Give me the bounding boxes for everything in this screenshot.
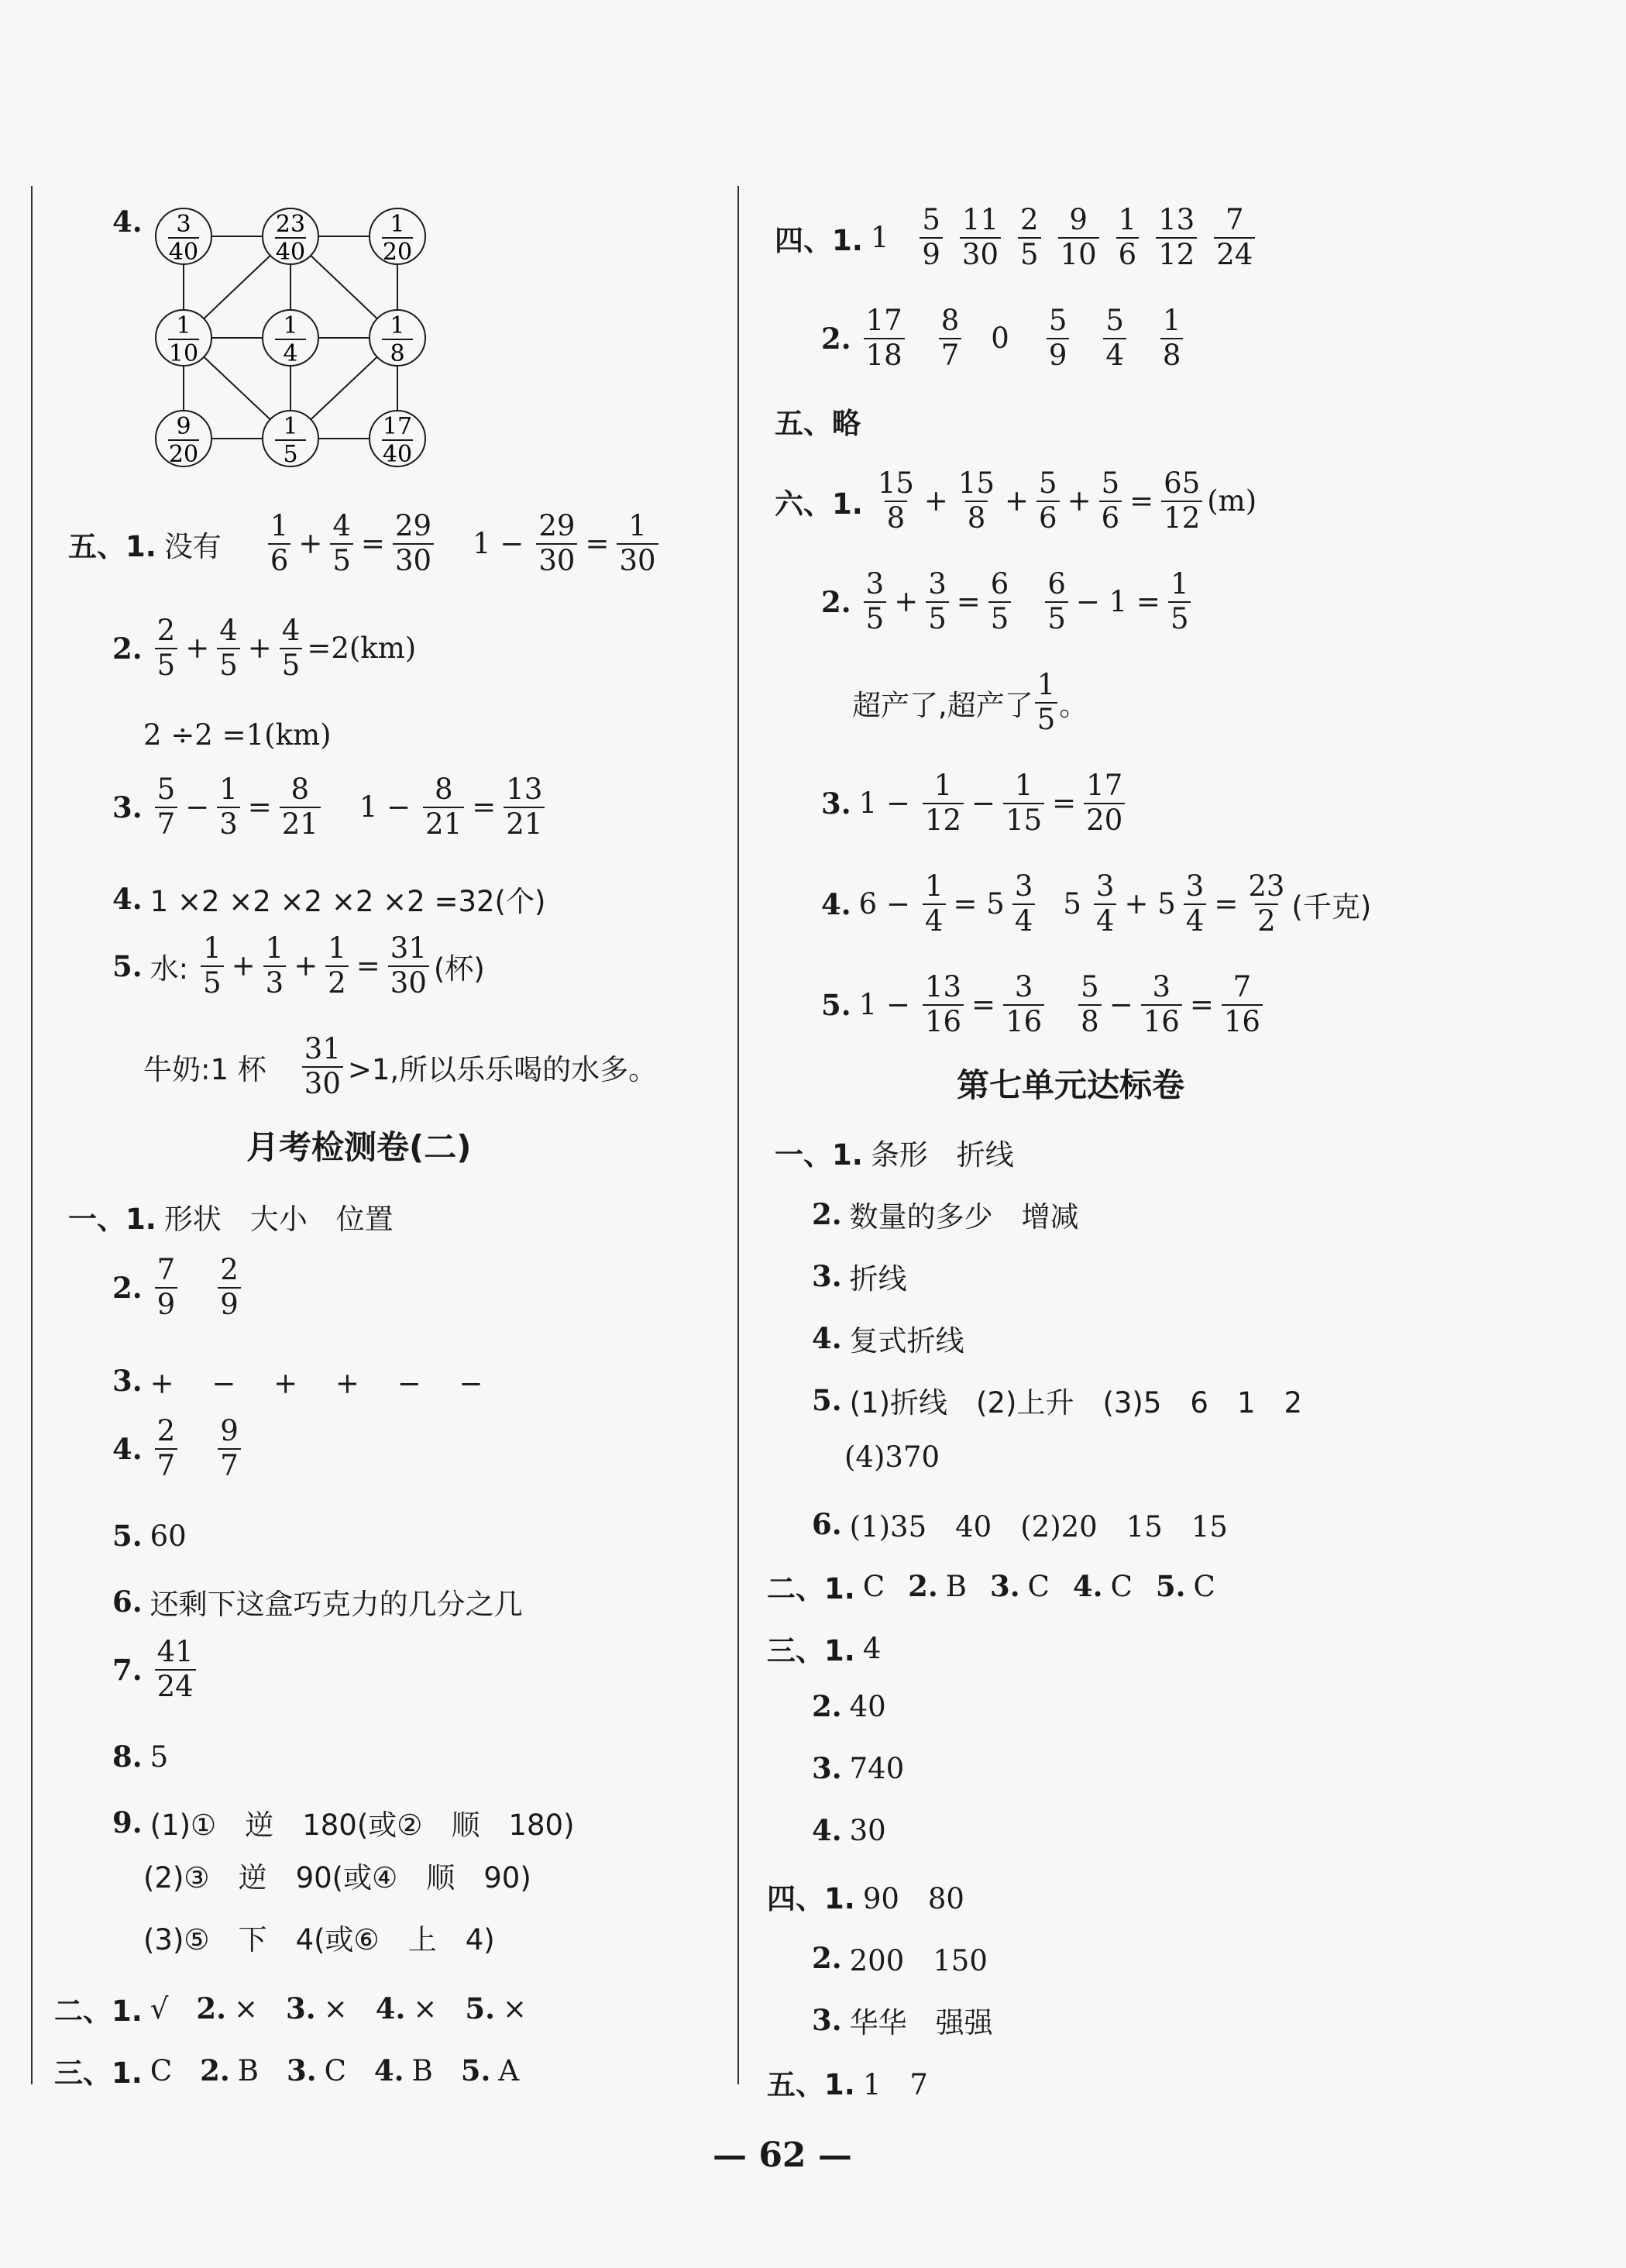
s5-q3-label: 3. bbox=[112, 790, 143, 824]
graph-node-numerator: 23 bbox=[275, 211, 306, 238]
fraction: $\frac{1}{5}$ bbox=[1168, 570, 1191, 635]
m9-label: 9. bbox=[112, 1805, 143, 1840]
u3-q4 bbox=[812, 1813, 894, 1847]
u2-a1: C bbox=[862, 1569, 885, 1603]
u2-l3: 3. bbox=[989, 1569, 1020, 1603]
u4-q2-text: 200 150 bbox=[849, 1944, 988, 1977]
r-s6-q1: 六、1. $\frac{15}{8}$ + $\frac{15}{8}$ + $\frac{5}{6}$ + $\frac{5}{6}$ = $\frac{65}{12}$ (m) bbox=[775, 466, 1257, 535]
graph-node bbox=[370, 310, 425, 367]
monthly-test-title: 月考检测卷(二) bbox=[246, 1128, 472, 1166]
m7-label: 7. bbox=[112, 1652, 143, 1687]
graph-node-numerator: 1 bbox=[283, 312, 298, 339]
u1-q2 bbox=[812, 1193, 1087, 1235]
r-s6-q5-label: 5. bbox=[821, 987, 851, 1022]
u5-q1-label: 五、1. bbox=[767, 2068, 855, 2101]
fraction: $\frac{31}{30}$ bbox=[302, 1034, 343, 1100]
s5-q2-label: 2. bbox=[112, 631, 143, 666]
fraction: $\frac{5}{7}$ bbox=[155, 775, 178, 840]
r-s6-q2-line2 bbox=[852, 670, 1095, 735]
fraction: $\frac{2}{7}$ bbox=[155, 1416, 178, 1482]
m-s2-l4: 4. bbox=[375, 1991, 406, 2025]
r-s6-q4-unit: (千克) bbox=[1291, 890, 1372, 924]
graph-node bbox=[156, 310, 211, 367]
fraction: $\frac{13}{12}$ bbox=[1156, 205, 1197, 270]
q4-label: 4. bbox=[112, 205, 143, 239]
r-s4-q2 bbox=[821, 306, 1188, 371]
u3-q1-label: 三、1. bbox=[767, 1634, 855, 1667]
s5-q5-line2 bbox=[143, 1034, 665, 1100]
fraction: $\frac{5}{4}$ bbox=[1103, 306, 1126, 371]
u4-q3-text: 华华 强强 bbox=[849, 2006, 993, 2039]
fraction: $\frac{7}{9}$ bbox=[155, 1255, 178, 1320]
graph-node-numerator: 1 bbox=[176, 312, 191, 339]
u2-label: 二、1. bbox=[767, 1572, 855, 1605]
unit7-title: 第七单元达标卷 bbox=[957, 1066, 1185, 1104]
m-s3-l5: 5. bbox=[460, 2053, 491, 2087]
u1-q4-text: 复式折线 bbox=[849, 1324, 964, 1358]
graph-node-numerator: 1 bbox=[390, 211, 405, 238]
u-section2 bbox=[767, 1565, 1223, 1607]
u4-q3-label: 3. bbox=[812, 2003, 842, 2037]
m-s2-label: 二、1. bbox=[54, 1994, 143, 2028]
m3-label: 3. bbox=[112, 1364, 143, 1398]
u3-q4-text: 30 bbox=[849, 1813, 886, 1847]
m4-label: 4. bbox=[112, 1431, 143, 1466]
m2 bbox=[112, 1255, 246, 1320]
u3-q3-text: 740 bbox=[849, 1751, 905, 1785]
fraction: $\frac{5}{6}$ bbox=[1036, 469, 1060, 534]
fraction: $\frac{7}{24}$ bbox=[1214, 205, 1255, 270]
s5-q4 bbox=[112, 878, 553, 920]
r-s6-q3-label: 3. bbox=[821, 786, 851, 821]
u4-q2 bbox=[812, 1937, 995, 1979]
u1-q5 bbox=[812, 1379, 1310, 1421]
m-s2-l3: 3. bbox=[286, 1991, 316, 2025]
u4-q1 bbox=[767, 1875, 972, 1917]
s5-q4-label: 4. bbox=[112, 882, 143, 916]
m-s2-a2: × bbox=[234, 1991, 259, 2025]
m-s3-a5: A bbox=[498, 2053, 520, 2087]
m5-label: 5. bbox=[112, 1519, 143, 1553]
r-s6-q1-unit: (m) bbox=[1207, 484, 1257, 518]
fraction: $\frac{3}{4}$ bbox=[1094, 872, 1117, 937]
u4-q3 bbox=[812, 1999, 1001, 2041]
fraction: $\frac{4}{5}$ bbox=[217, 616, 240, 681]
fraction: $\frac{31}{30}$ bbox=[388, 934, 429, 999]
u3-q2 bbox=[812, 1689, 894, 1723]
r-s6-q4-label: 4. bbox=[821, 886, 851, 921]
fraction: $\frac{13}{21}$ bbox=[504, 775, 545, 840]
m8-label: 8. bbox=[112, 1740, 143, 1774]
m3 bbox=[112, 1360, 490, 1402]
m5 bbox=[112, 1519, 194, 1553]
s5-q5: 5. 水: $\frac{1}{5}$ + $\frac{1}{3}$ + $\frac{1}{2}$ = $\frac{31}{30}$ (杯) bbox=[112, 931, 485, 1000]
s5-q1-text: 没有 bbox=[163, 529, 222, 563]
graph-node bbox=[263, 310, 318, 367]
graph-node-denominator: 20 bbox=[382, 239, 413, 266]
m1 bbox=[68, 1196, 401, 1237]
u2-a2: B bbox=[945, 1569, 967, 1603]
u3-q2-label: 2. bbox=[812, 1689, 842, 1723]
graph-node-denominator: 10 bbox=[168, 340, 199, 367]
graph-node-numerator: 3 bbox=[176, 211, 191, 238]
fraction: $\frac{1}{6}$ bbox=[1116, 205, 1140, 270]
u2-a5: C bbox=[1193, 1569, 1215, 1603]
m8-text: 5 bbox=[150, 1740, 169, 1774]
fraction: $\frac{1}{3}$ bbox=[217, 775, 240, 840]
u1-q2-label: 2. bbox=[812, 1197, 842, 1231]
graph-node bbox=[263, 208, 318, 266]
graph-node-denominator: 5 bbox=[283, 441, 298, 468]
fraction: $\frac{2}{5}$ bbox=[1018, 205, 1041, 270]
u1-q6 bbox=[812, 1503, 1236, 1545]
fraction: $\frac{65}{12}$ bbox=[1161, 469, 1202, 534]
fraction: $\frac{15}{8}$ bbox=[877, 466, 914, 535]
m-s2-l5: 5. bbox=[465, 1991, 495, 2025]
fraction: $\frac{15}{8}$ bbox=[957, 466, 995, 535]
fraction: $\frac{5}{8}$ bbox=[1078, 972, 1102, 1038]
r-s6-q2-label: 2. bbox=[821, 584, 851, 619]
m-s2-a3: × bbox=[323, 1991, 348, 2025]
fraction: $\frac{6}{5}$ bbox=[988, 570, 1012, 635]
column-divider bbox=[737, 186, 739, 2084]
graph-node-denominator: 4 bbox=[283, 340, 298, 367]
m4 bbox=[112, 1416, 246, 1482]
u2-a4: C bbox=[1110, 1569, 1133, 1603]
m-s3-a1: C bbox=[150, 2053, 173, 2087]
s5-q1-label: 五、1. bbox=[68, 529, 156, 563]
u4-q1-label: 四、1. bbox=[767, 1882, 855, 1915]
r-s4-q1-first: 1 bbox=[870, 221, 889, 255]
u1-q6-label: 6. bbox=[812, 1507, 842, 1541]
graph-node-denominator: 40 bbox=[382, 441, 413, 468]
u1-q2-text: 数量的多少 增减 bbox=[849, 1200, 1079, 1234]
u4-q2-label: 2. bbox=[812, 1941, 842, 1975]
fraction: $\frac{29}{30}$ bbox=[536, 511, 577, 576]
fraction: $\frac{3}{4}$ bbox=[1184, 872, 1207, 937]
u1-q3-label: 3. bbox=[812, 1259, 842, 1293]
s5-q2-line2: 2 ÷2 =1(km) bbox=[143, 718, 332, 752]
fraction: $\frac{2}{9}$ bbox=[218, 1255, 241, 1320]
u1-q3 bbox=[812, 1255, 915, 1297]
fraction: $\frac{11}{30}$ bbox=[960, 205, 1001, 270]
s5-q5-milk: 牛奶:1 杯 bbox=[143, 1052, 266, 1086]
fraction: $\frac{1}{6}$ bbox=[268, 511, 291, 576]
graph-node bbox=[263, 411, 318, 468]
fraction: $\frac{8}{21}$ bbox=[423, 775, 464, 840]
fraction: $\frac{6}{5}$ bbox=[1045, 570, 1068, 635]
m-s2-a4: × bbox=[413, 1991, 438, 2025]
m-section2 bbox=[54, 1988, 535, 2029]
fraction: $\frac{3}{5}$ bbox=[864, 570, 887, 635]
fraction: $\frac{1}{8}$ bbox=[1160, 306, 1184, 371]
fraction: $\frac{9}{7}$ bbox=[218, 1416, 241, 1482]
r-s4-q1 bbox=[775, 205, 1280, 270]
u1-q1 bbox=[775, 1131, 1022, 1173]
graph-node-denominator: 20 bbox=[168, 441, 199, 468]
graph-node bbox=[370, 411, 425, 468]
u3-q4-label: 4. bbox=[812, 1813, 842, 1847]
m1-label: 一、1. bbox=[68, 1203, 156, 1236]
u3-q1-text: 4 bbox=[862, 1631, 882, 1665]
u2-l4: 4. bbox=[1072, 1569, 1103, 1603]
r-s4-q1-label: 四、1. bbox=[775, 223, 863, 257]
graph-node-numerator: 1 bbox=[283, 413, 298, 440]
m-s3-l4: 4. bbox=[373, 2053, 404, 2087]
fraction: $\frac{9}{10}$ bbox=[1058, 205, 1099, 270]
u2-l5: 5. bbox=[1155, 1569, 1186, 1603]
u3-q2-text: 40 bbox=[849, 1689, 886, 1723]
fraction: $\frac{1}{5}$ bbox=[201, 934, 224, 999]
u2-a3: C bbox=[1027, 1569, 1050, 1603]
r-s6-q2-text-a: 超产了,超产了 bbox=[852, 688, 1033, 722]
m6-label: 6. bbox=[112, 1585, 143, 1619]
u3-q1 bbox=[767, 1627, 889, 1669]
fraction: $\frac{23}{2}$ bbox=[1248, 869, 1285, 938]
fraction: $\frac{3}{5}$ bbox=[926, 570, 949, 635]
u3-q3-label: 3. bbox=[812, 1751, 842, 1785]
s5-q5-label: 5. bbox=[112, 948, 143, 983]
fraction: $\frac{3}{4}$ bbox=[1012, 872, 1036, 937]
fraction: $\frac{1}{5}$ bbox=[1035, 670, 1058, 735]
u2-l2: 2. bbox=[908, 1569, 938, 1603]
m6 bbox=[112, 1581, 531, 1623]
m-s3-a2: B bbox=[237, 2053, 259, 2087]
u5-q1-text: 1 7 bbox=[862, 2068, 928, 2101]
u1-q4 bbox=[812, 1317, 972, 1359]
u1-q5-label: 5. bbox=[812, 1383, 842, 1417]
fraction: $\frac{4}{5}$ bbox=[330, 511, 353, 576]
m6-text: 还剩下这盒巧克力的几分之几 bbox=[150, 1588, 523, 1621]
m-s3-a4: B bbox=[411, 2053, 433, 2087]
fraction: $\frac{1}{30}$ bbox=[617, 511, 658, 576]
u3-q3 bbox=[812, 1751, 912, 1785]
s5-q3: 3. $\frac{5}{7}$ − $\frac{1}{3}$ = $\frac{8}{21}$ 1 − $\frac{8}{21}$ = $\frac{13}{21}$ bbox=[112, 775, 549, 840]
u1-q1-label: 一、1. bbox=[775, 1138, 863, 1172]
s5-q5-prefix: 水: bbox=[150, 952, 189, 986]
page-number: — 62 — bbox=[713, 2135, 852, 2175]
m-s3-l2: 2. bbox=[200, 2053, 230, 2087]
graph-node-numerator: 17 bbox=[382, 413, 413, 440]
s5-q1: 五、1. 没有 $\frac{1}{6}$ + $\frac{4}{5}$ = $\frac{29}{30}$ 1 − $\frac{29}{30}$ = $\frac{1}{30}$ bbox=[68, 511, 663, 576]
m7 bbox=[112, 1637, 201, 1702]
m-s3-label: 三、1. bbox=[54, 2056, 143, 2090]
m-s2-a1: √ bbox=[150, 1991, 169, 2025]
m-s2-l2: 2. bbox=[196, 1991, 227, 2025]
fraction: $\frac{1}{15}$ bbox=[1003, 771, 1044, 836]
u1-q1-text: 条形 折线 bbox=[870, 1138, 1014, 1172]
s5-q5-unit: (杯) bbox=[433, 952, 485, 986]
fraction: $\frac{1}{2}$ bbox=[325, 934, 349, 999]
u5-q1 bbox=[767, 2061, 936, 2103]
fraction: $\frac{4}{5}$ bbox=[280, 616, 303, 681]
r-s4-q2-label: 2. bbox=[821, 321, 851, 356]
fraction: $\frac{7}{16}$ bbox=[1222, 972, 1263, 1038]
r-s4-q1-fractions bbox=[920, 205, 1272, 270]
fraction-graph bbox=[147, 200, 442, 479]
graph-node-denominator: 40 bbox=[168, 239, 199, 266]
r-s6-q2: 2. $\frac{3}{5}$ + $\frac{3}{5}$ = $\frac{6}{5}$ $\frac{6}{5}$ − 1 = $\frac{1}{5}$ bbox=[821, 570, 1195, 635]
m-s3-a3: C bbox=[324, 2053, 346, 2087]
graph-node-numerator: 9 bbox=[176, 413, 191, 440]
graph-node-numerator: 1 bbox=[390, 312, 405, 339]
r-s5: 五、略 bbox=[775, 407, 861, 440]
m-section3 bbox=[54, 2049, 527, 2091]
m3-text: + − + + − − bbox=[150, 1367, 483, 1400]
fraction: $\frac{29}{30}$ bbox=[393, 511, 434, 576]
m5-text: 60 bbox=[150, 1519, 187, 1553]
m9 bbox=[112, 1802, 583, 1843]
graph-node-denominator: 8 bbox=[390, 340, 405, 367]
fraction: $\frac{3}{16}$ bbox=[1141, 972, 1182, 1038]
r-s6-q1-label: 六、1. bbox=[775, 487, 863, 521]
m9-line1: (1)① 逆 180(或② 顺 180) bbox=[150, 1809, 575, 1842]
fraction: $\frac{5}{9}$ bbox=[1047, 306, 1070, 371]
r-s6-q3: 3. 1 − $\frac{1}{12}$ − $\frac{1}{15}$ = $\frac{17}{20}$ bbox=[821, 771, 1129, 836]
r-s4-q2-zero: 0 bbox=[991, 322, 1009, 356]
graph-node-denominator: 40 bbox=[275, 239, 306, 266]
left-margin-rule bbox=[31, 186, 33, 2084]
fraction: $\frac{41}{24}$ bbox=[155, 1637, 196, 1702]
m2-label: 2. bbox=[112, 1270, 143, 1305]
s5-q5-conclusion: >1,所以乐乐喝的水多。 bbox=[347, 1052, 658, 1086]
graph-node bbox=[370, 208, 425, 266]
u1-q3-text: 折线 bbox=[849, 1262, 907, 1296]
fraction: $\frac{17}{18}$ bbox=[864, 306, 905, 371]
fraction: $\frac{17}{20}$ bbox=[1084, 771, 1125, 836]
fraction: $\frac{3}{16}$ bbox=[1003, 972, 1044, 1038]
u4-q1-text: 90 80 bbox=[862, 1882, 964, 1915]
u1-q5-line2: (4)370 bbox=[844, 1440, 940, 1474]
m1-text: 形状 大小 位置 bbox=[163, 1203, 394, 1236]
u1-q4-label: 4. bbox=[812, 1321, 842, 1355]
fraction: $\frac{8}{21}$ bbox=[280, 775, 321, 840]
fraction: $\frac{13}{16}$ bbox=[923, 972, 964, 1038]
s5-q2-result: =2(km) bbox=[307, 632, 417, 666]
m-s2-a5: × bbox=[503, 1991, 528, 2025]
graph-node bbox=[156, 208, 211, 266]
m9-line3: (3)⑤ 下 4(或⑥ 上 4) bbox=[143, 1923, 495, 1957]
r-s6-q5: 5. 1 − $\frac{13}{16}$ = $\frac{3}{16}$ $\frac{5}{8}$ − $\frac{3}{16}$ = $\frac{7}{16}$ bbox=[821, 972, 1267, 1038]
fraction: $\frac{5}{6}$ bbox=[1099, 469, 1122, 534]
u1-q5-text: (1)折线 (2)上升 (3)5 6 1 2 bbox=[849, 1386, 1303, 1420]
fraction: $\frac{2}{5}$ bbox=[155, 616, 178, 681]
m-s3-l3: 3. bbox=[286, 2053, 317, 2087]
r-s6-q4: 4. 6 − $\frac{1}{4}$ = 5 $\frac{3}{4}$ 5 $\frac{3}{4}$ + 5 $\frac{3}{4}$ = $\frac{23}{2}$ (千克) bbox=[821, 869, 1372, 938]
m8 bbox=[112, 1740, 176, 1774]
s5-q4-text: 1 ×2 ×2 ×2 ×2 ×2 =32(个) bbox=[150, 885, 546, 918]
fraction: $\frac{1}{12}$ bbox=[923, 771, 964, 836]
fraction: $\frac{8}{7}$ bbox=[939, 306, 962, 371]
fraction: $\frac{1}{3}$ bbox=[263, 934, 287, 999]
fraction: $\frac{5}{9}$ bbox=[920, 205, 943, 270]
s5-q2: 2. $\frac{2}{5}$ + $\frac{4}{5}$ + $\frac{4}{5}$ =2(km) bbox=[112, 614, 417, 682]
graph-node bbox=[156, 411, 211, 468]
u1-q6-text: (1)35 40 (2)20 15 15 bbox=[849, 1510, 1228, 1544]
fraction: $\frac{1}{4}$ bbox=[923, 872, 946, 937]
m9-line2: (2)③ 逆 90(或④ 顺 90) bbox=[143, 1861, 531, 1895]
r-s6-q2-text-b: 。 bbox=[1059, 688, 1088, 722]
